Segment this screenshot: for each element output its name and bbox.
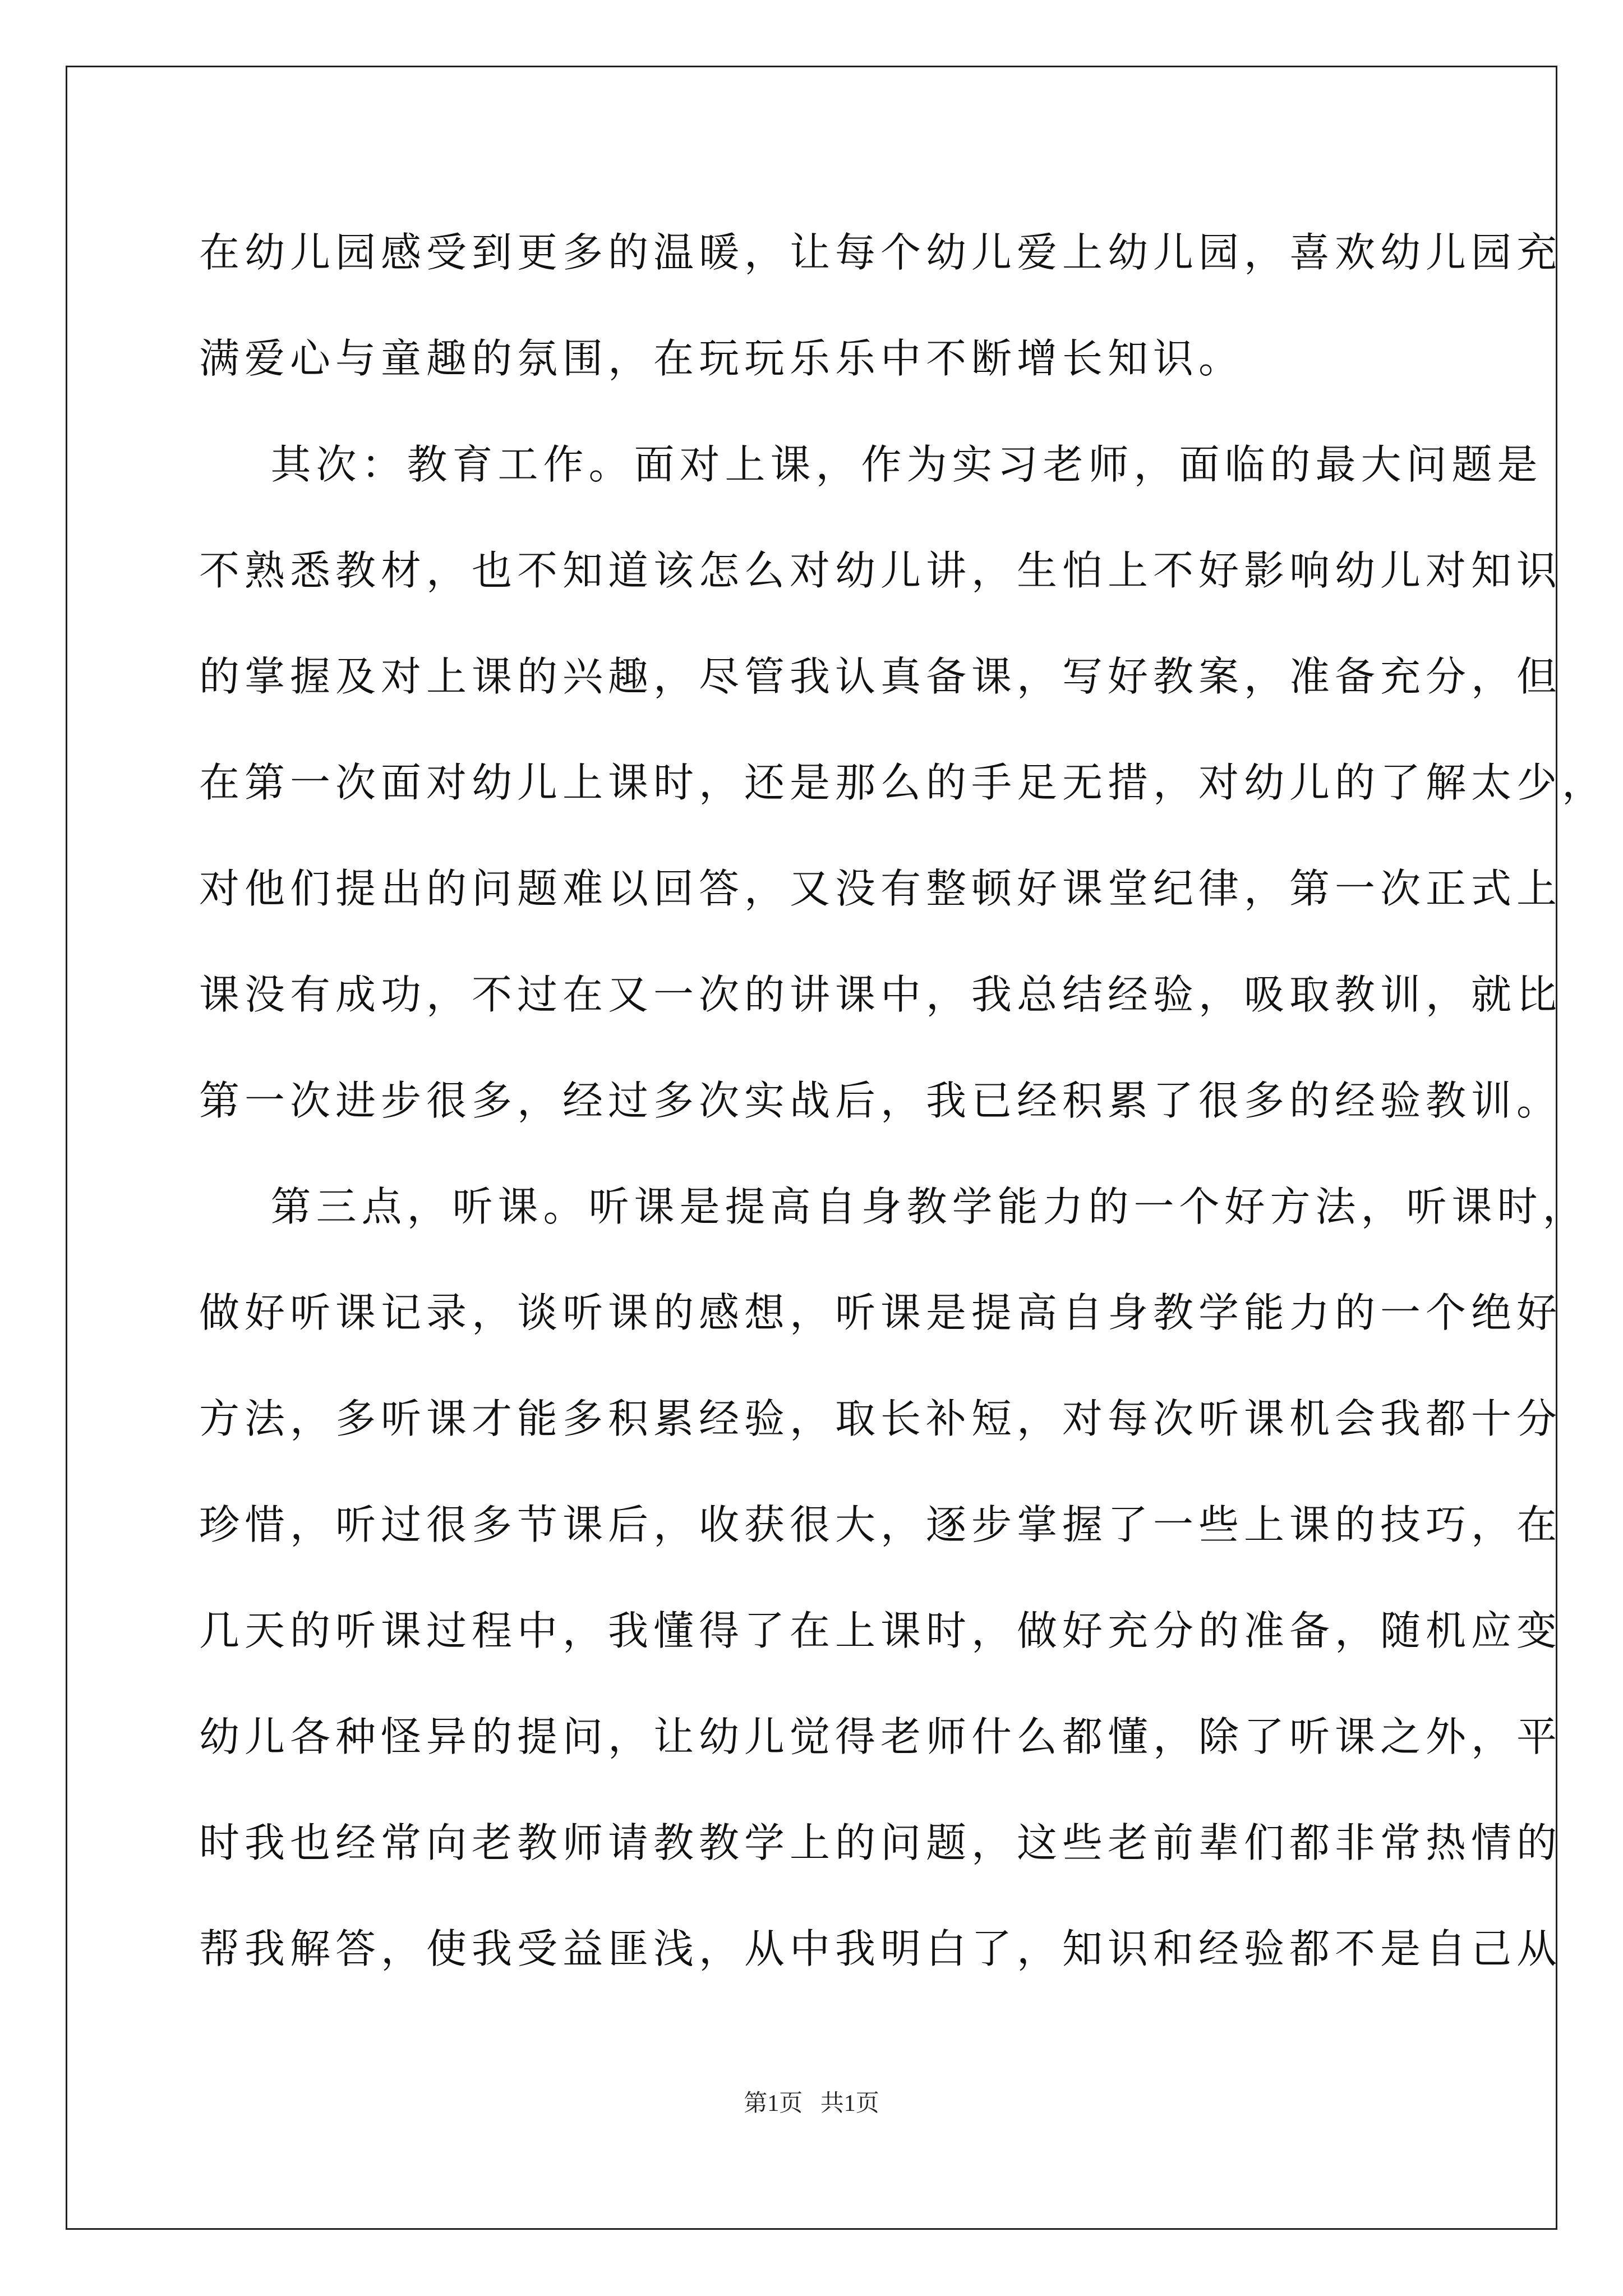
text-line: 幼儿各种怪异的提问，让幼儿觉得老师什么都懂，除了听课之外，平 <box>199 1713 1562 1760</box>
text-line: 第一次进步很多，经过多次实战后，我已经积累了很多的经验教训。 <box>199 1077 1562 1124</box>
text-line: 几天的听课过程中，我懂得了在上课时，做好充分的准备，随机应变 <box>199 1607 1562 1654</box>
text-line: 课没有成功，不过在又一次的讲课中，我总结经验，吸取教训，就比 <box>199 971 1562 1018</box>
text-line: 方法，多听课才能多积累经验，取长补短，对每次听课机会我都十分 <box>199 1395 1562 1442</box>
text-line: 时我也经常向老教师请教教学上的问题，这些老前辈们都非常热情的 <box>199 1819 1562 1866</box>
text-line: 满爱心与童趣的氛围，在玩玩乐乐中不断增长知识。 <box>199 335 1244 382</box>
text-line: 在第一次面对幼儿上课时，还是那么的手足无措，对幼儿的了解太少， <box>199 759 1608 806</box>
text-line: 帮我解答，使我受益匪浅，从中我明白了，知识和经验都不是自己从 <box>199 1925 1562 1972</box>
text-line: 其次：教育工作。面对上课，作为实习老师，面临的最大问题是 <box>199 441 1543 488</box>
text-line: 不熟悉教材，也不知道该怎么对幼儿讲，生怕上不好影响幼儿对知识 <box>199 547 1562 594</box>
text-line: 珍惜，听过很多节课后，收获很大，逐步掌握了一些上课的技巧，在 <box>199 1501 1562 1548</box>
text-line: 在幼儿园感受到更多的温暖，让每个幼儿爱上幼儿园，喜欢幼儿园充 <box>199 229 1562 276</box>
document-body <box>199 224 1608 2027</box>
page-number-footer: 第1页 共1页 <box>744 2091 879 2116</box>
text-line: 第三点，听课。听课是提高自身教学能力的一个好方法，听课时， <box>199 1183 1588 1230</box>
text-line: 的掌握及对上课的兴趣，尽管我认真备课，写好教案，准备充分，但 <box>199 653 1562 700</box>
text-line: 对他们提出的问题难以回答，又没有整顿好课堂纪律，第一次正式上 <box>199 865 1562 912</box>
text-line: 做好听课记录，谈听课的感想，听课是提高自身教学能力的一个绝好 <box>199 1289 1562 1336</box>
